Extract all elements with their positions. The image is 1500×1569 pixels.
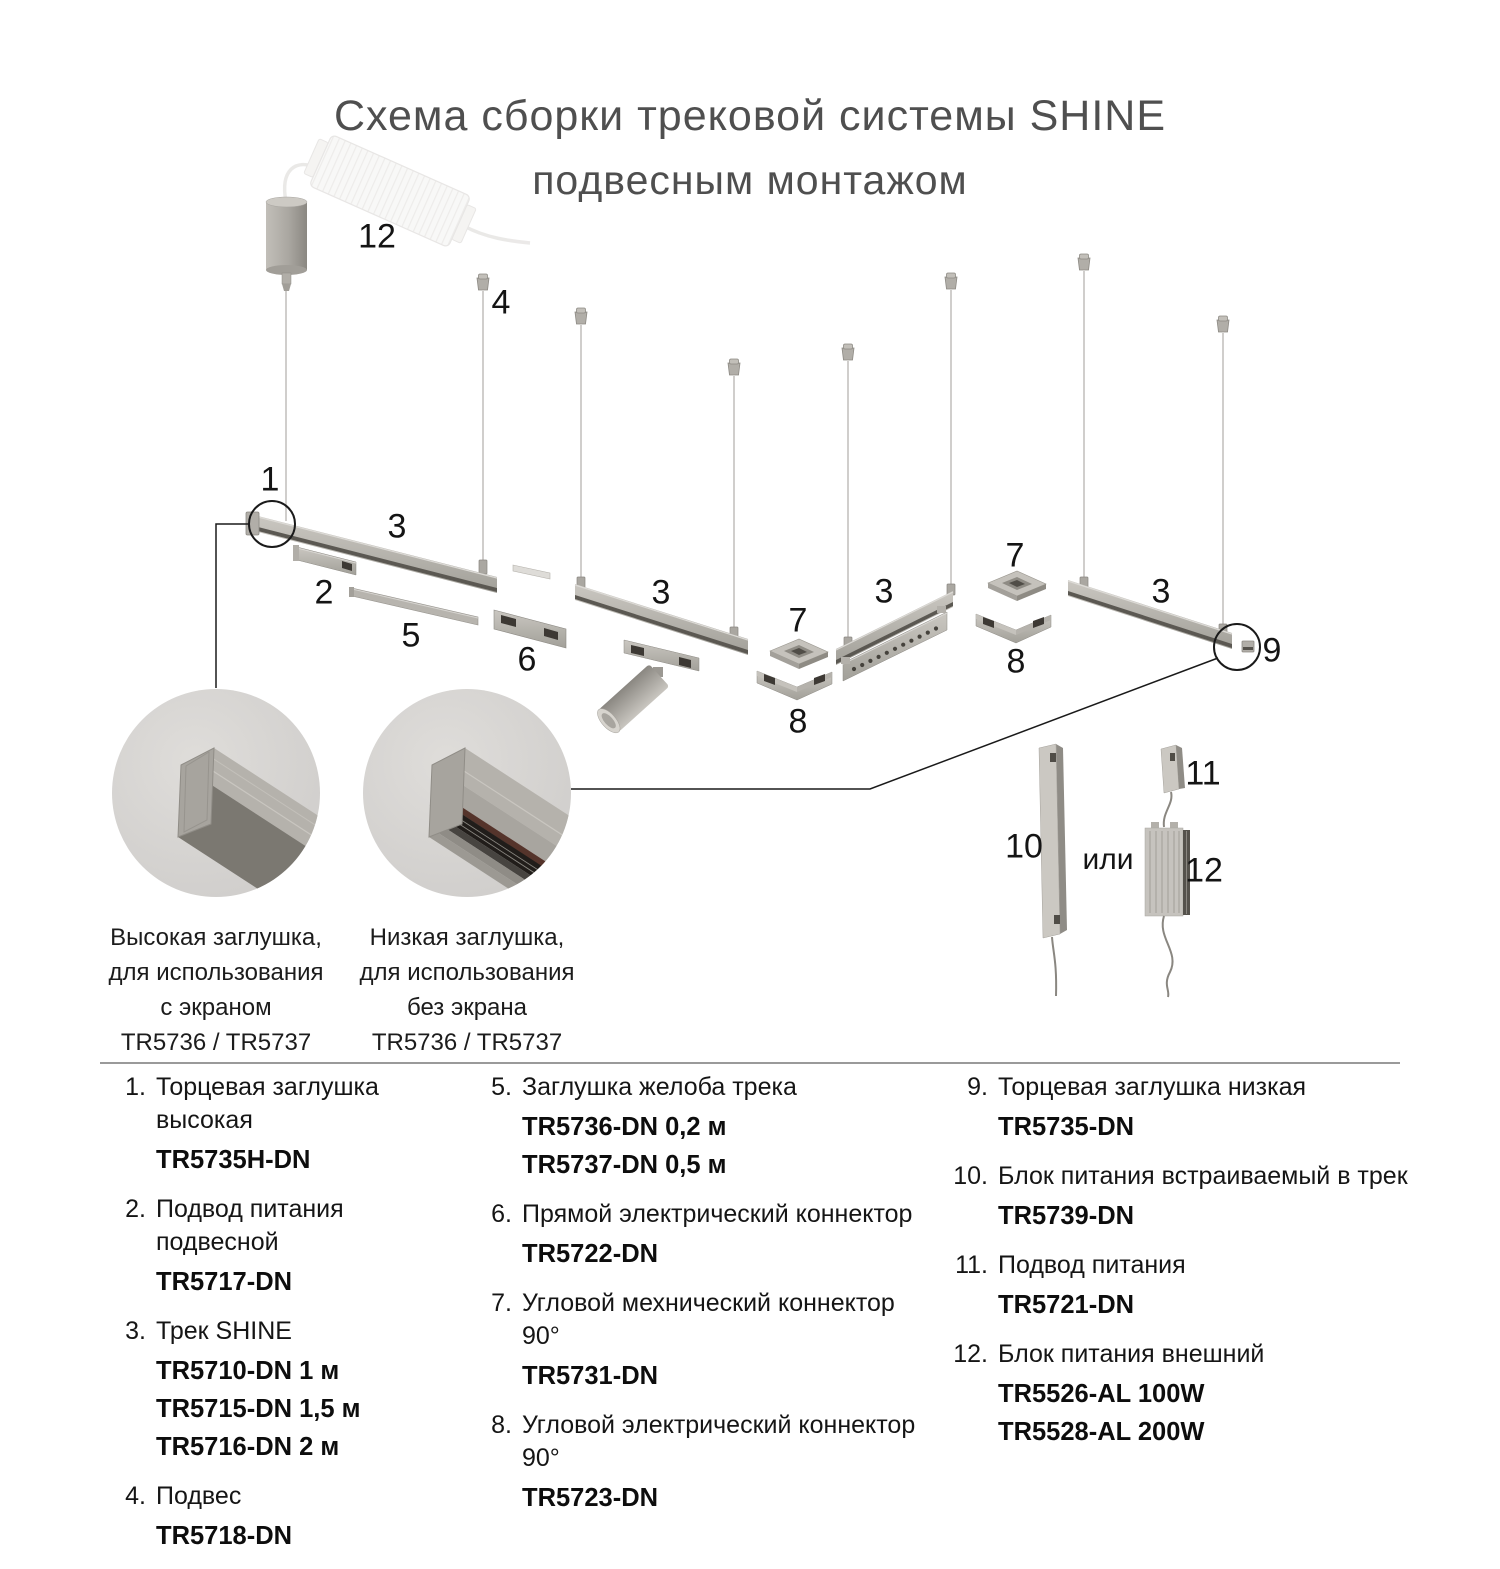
ceiling-mounts xyxy=(477,254,1229,375)
caption-line: TR5736 / TR5737 xyxy=(120,1029,312,1056)
part-number: 12. xyxy=(953,1340,988,1368)
spotlight xyxy=(593,640,699,737)
label-track-4: 3 xyxy=(1151,572,1171,611)
label-end-cap-low: 9 xyxy=(1262,631,1282,670)
part-item-12 xyxy=(942,1338,1422,1451)
mini-connector xyxy=(513,565,550,579)
label-psu-external: 12 xyxy=(1185,851,1223,890)
part-code: TR5736-DN 0,2 м xyxy=(522,1113,727,1141)
canopy xyxy=(266,197,307,291)
part-number: 2. xyxy=(125,1195,146,1223)
part-item-2 xyxy=(100,1193,465,1301)
part-name: Прямой электрический коннектор xyxy=(522,1200,913,1228)
label-track-1: 3 xyxy=(387,507,407,546)
part-number: 9. xyxy=(967,1073,988,1101)
caption-line: без экрана xyxy=(406,994,527,1021)
part-name: Блок питания встраиваемый в трек xyxy=(998,1162,1408,1190)
part-item-8 xyxy=(466,1409,934,1517)
caption-line: Высокая заглушка, xyxy=(110,924,322,951)
part-number: 7. xyxy=(491,1289,512,1317)
part-number: 11. xyxy=(955,1251,988,1279)
label-groove-cap: 5 xyxy=(401,616,421,655)
part-item-6 xyxy=(466,1198,934,1273)
caption-line: для использования xyxy=(359,959,575,986)
external-psu xyxy=(1145,822,1190,997)
part-item-10 xyxy=(942,1160,1422,1235)
part-code: TR5721-DN xyxy=(998,1291,1135,1319)
label-straight-connector: 6 xyxy=(517,640,537,679)
page-subtitle: подвесным монтажом xyxy=(532,157,968,203)
part-number: 1. xyxy=(125,1073,146,1101)
part-code: TR5735H-DN xyxy=(156,1146,311,1174)
part-code: TR5735-DN xyxy=(998,1113,1135,1141)
label-corner-mech-2: 7 xyxy=(1005,536,1025,575)
low-end-cap xyxy=(1242,641,1254,652)
part-code: TR5722-DN xyxy=(522,1240,659,1268)
part-name: Угловой электрический коннектор 90° xyxy=(522,1411,916,1472)
parts-column-2 xyxy=(466,1071,934,1531)
corner-elec-connector-1 xyxy=(757,671,832,700)
power-feed-block xyxy=(1161,745,1185,827)
part-code: TR5715-DN 1,5 м xyxy=(156,1395,361,1423)
part-number: 4. xyxy=(125,1482,146,1510)
corner-elec-connector-2 xyxy=(976,614,1051,643)
page-title: Схема сборки трековой системы SHINE xyxy=(333,92,1167,140)
external-psu-ghost xyxy=(285,130,530,251)
part-name: Подвес xyxy=(156,1482,242,1510)
part-code: TR5710-DN 1 м xyxy=(156,1357,340,1385)
inset-high-cap xyxy=(112,689,374,941)
label-end-cap-high: 1 xyxy=(260,460,280,499)
label-power-feed: 11 xyxy=(1185,754,1221,793)
psu-in-track xyxy=(1039,744,1067,996)
caption-line: с экраном xyxy=(160,994,272,1021)
label-corner-elec-1: 8 xyxy=(788,702,808,741)
caption-line: для использования xyxy=(108,959,324,986)
list-separator xyxy=(100,1062,1400,1064)
part-name: Торцевая заглушка низкая xyxy=(998,1073,1307,1101)
part-number: 3. xyxy=(125,1317,146,1345)
part-item-9 xyxy=(942,1071,1422,1146)
part-item-5 xyxy=(466,1071,934,1184)
part-name: Подвод питания подвесной xyxy=(156,1195,344,1256)
part-item-3 xyxy=(100,1315,465,1466)
inset-low-cap xyxy=(363,689,625,941)
label-corner-elec-2: 8 xyxy=(1006,642,1026,681)
part-code: TR5718-DN xyxy=(156,1522,293,1550)
label-psu-external-top: 12 xyxy=(358,217,396,256)
label-corner-mech-1: 7 xyxy=(788,601,808,640)
caption-line: TR5736 / TR5737 xyxy=(371,1029,563,1056)
parts-column-3 xyxy=(942,1071,1422,1465)
corner-mech-connector-2 xyxy=(988,571,1046,601)
part-name: Трек SHINE xyxy=(156,1317,292,1345)
part-name: Подвод питания xyxy=(998,1251,1186,1279)
part-number: 8. xyxy=(491,1411,512,1439)
caption-line: Низкая заглушка, xyxy=(369,924,565,951)
caption-low-cap xyxy=(317,920,617,1060)
part-code: TR5716-DN 2 м xyxy=(156,1433,340,1461)
part-code: TR5528-AL 200W xyxy=(998,1418,1205,1446)
part-name: Торцевая заглушка высокая xyxy=(156,1073,379,1134)
corner-mech-connector-1 xyxy=(770,639,828,669)
label-pendant: 4 xyxy=(491,283,511,322)
part-item-4 xyxy=(100,1480,465,1555)
part-name: Заглушка желоба трека xyxy=(522,1073,797,1101)
part-number: 5. xyxy=(491,1073,512,1101)
label-or: или xyxy=(1082,843,1134,876)
track-segment-1 xyxy=(246,512,497,593)
part-code: TR5717-DN xyxy=(156,1268,293,1296)
part-code: TR5723-DN xyxy=(522,1484,659,1512)
part-item-11 xyxy=(942,1249,1422,1324)
part-code: TR5737-DN 0,5 м xyxy=(522,1151,727,1179)
label-power-feed-pendant: 2 xyxy=(314,573,334,612)
part-item-7 xyxy=(466,1287,934,1395)
part-name: Блок питания внешний xyxy=(998,1340,1265,1368)
part-number: 6. xyxy=(491,1200,512,1228)
label-track-2: 3 xyxy=(651,573,671,612)
part-number: 10. xyxy=(953,1162,988,1190)
part-code: TR5731-DN xyxy=(522,1362,659,1390)
parts-column-1 xyxy=(100,1071,465,1569)
part-code: TR5739-DN xyxy=(998,1202,1135,1230)
part-item-1 xyxy=(100,1071,465,1179)
part-name: Угловой мехнический коннектор 90° xyxy=(522,1289,895,1350)
part-code: TR5526-AL 100W xyxy=(998,1380,1205,1408)
label-psu-in-track: 10 xyxy=(1005,827,1043,866)
label-track-3: 3 xyxy=(874,572,894,611)
